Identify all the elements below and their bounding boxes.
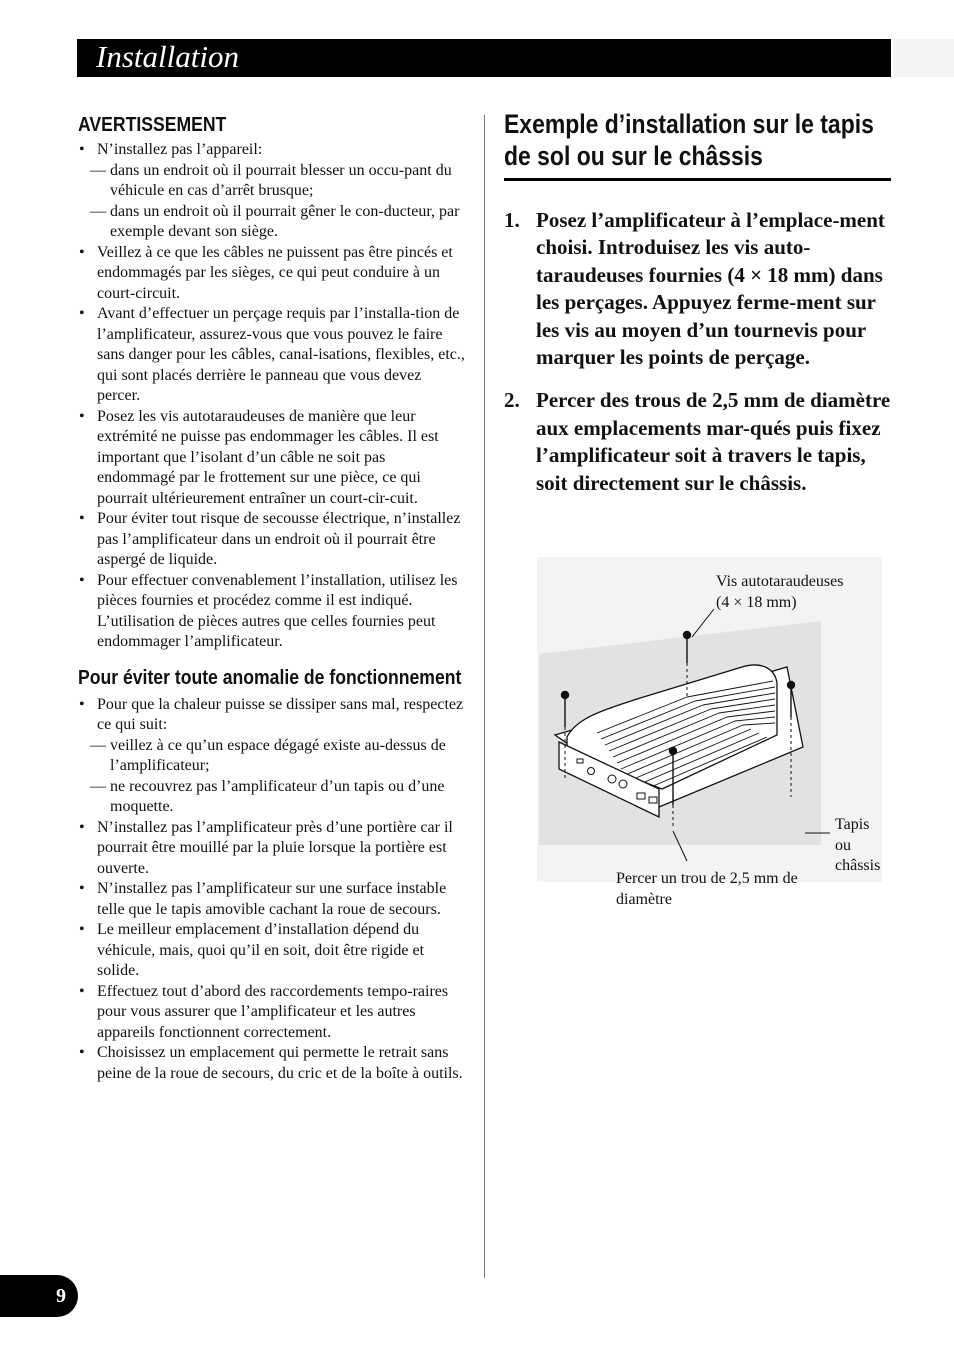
warning-item: • Pour éviter tout risque de secousse électrique, n’installez pas l’amplificateur dans un endroit où il pourrait être aspergé de liquide. — [78, 509, 466, 571]
warning-item: • Posez les vis autotaraudeuses de manière que leur extrémité ne puisse pas endommager les câbles. Il est important que l’isolant d’un câble ne soit pas endommagé par le frottement sur une pièce, ce qui pourrait ultérieurement entraîner un court-cir-cuit. — [78, 407, 466, 510]
warning-item: • Avant d’effectuer un perçage requis par l’installa-tion de l’amplificateur, assurez-vous que vous pouvez le faire sans danger pour les câbles, canal-isations, flexibles, etc., qui sont placés derrière le panneau que vous devez percer. — [78, 304, 466, 407]
step-item — [504, 207, 891, 371]
page-number: 9 — [56, 1285, 66, 1307]
heading-rule — [504, 178, 891, 181]
step-number: 2. — [504, 388, 520, 413]
warning-item — [78, 140, 466, 243]
page-title: Installation — [96, 39, 239, 74]
warning-sub-item: — dans un endroit où il pourrait gêner le con-ducteur, par exemple devant son siège. — [78, 202, 466, 243]
malfunction-item: • N’installez pas l’amplificateur sur une surface instable telle que le tapis amovible cachant la roue de secours. — [78, 879, 466, 920]
malfunction-item: • Effectuez tout d’abord des raccordements tempo-raires pour vous assurer que l’amplificateur et les autres appareils fonctionnent correctement. — [78, 982, 466, 1044]
warning-item: • Veillez à ce que les câbles ne puissent pas être pincés et endommagés par les sièges, ce qui peut conduire à un court-circuit. — [78, 243, 466, 305]
malfunction-sub-item: — ne recouvrez pas l’amplificateur d’un tapis ou d’une moquette. — [78, 777, 466, 818]
installation-figure — [537, 557, 882, 908]
drill-hole-label: Percer un trou de 2,5 mm de diamètre — [616, 870, 798, 908]
warning-item-intro: N’installez pas l’appareil: — [97, 141, 263, 158]
malfunction-item: • Choisissez un emplacement qui permette le retrait sans peine de la roue de secours, du cric et de la boîte à outils. — [78, 1043, 466, 1084]
steps-list — [504, 207, 891, 497]
malfunction-item — [78, 695, 466, 818]
installation-example-heading: Exemple d’installation sur le tapis de sol ou sur le châssis — [504, 109, 874, 171]
warning-heading: AVERTISSEMENT — [78, 114, 227, 136]
malfunction-item-intro: Pour que la chaleur puisse se dissiper sans mal, respectez ce qui suit: — [97, 695, 464, 733]
warning-sub-list — [78, 161, 466, 243]
malfunction-sub-item: — veillez à ce qu’un espace dégagé existe au-dessus de l’amplificateur; — [78, 736, 466, 777]
left-column — [78, 112, 466, 1084]
step-number: 1. — [504, 208, 520, 232]
warning-list — [78, 140, 466, 653]
malfunction-item: • N’installez pas l’amplificateur près d’une portière car il pourrait être mouillé par la pluie lorsque la portière est ouverte. — [78, 818, 466, 880]
screws-label: Vis autotaraudeuses (4 × 18 mm) — [716, 573, 844, 611]
header-bar — [77, 39, 891, 77]
malfunction-heading: Pour éviter toute anomalie de fonctionnement — [78, 666, 462, 689]
warning-sub-item: — dans un endroit où il pourrait blesser un occu-pant du véhicule en cas d’arrêt brusque; — [78, 161, 466, 202]
step-text: Percer des trous de 2,5 mm de diamètre aux emplacements mar-qués puis fixez l’amplificateur soit à travers le tapis, soit directement sur le châssis. — [536, 388, 891, 495]
malfunction-item: • Le meilleur emplacement d’installation dépend du véhicule, mais, quoi qu’il en soit, doit être rigide et solide. — [78, 920, 466, 982]
page-number-tab — [0, 1275, 78, 1317]
warning-item: • Pour effectuer convenablement l’installation, utilisez les pièces fournies et procédez comme il est indiqué. L’utilisation de pièces autres que celles fournies peut endommager l’amplificateur. — [78, 571, 466, 653]
right-column — [504, 108, 891, 513]
column-divider — [484, 115, 485, 1278]
step-item — [504, 387, 891, 497]
floor-chassis-label: Tapis ou châssis — [835, 816, 881, 874]
section-tab-mark — [894, 39, 954, 77]
step-text: Posez l’amplificateur à l’emplace-ment choisi. Introduisez les vis auto-taraudeuses fournies (4 × 18 mm) dans les perçages. Appuyez ferme-ment sur les vis au moyen d’un tournevis pour marquer les points de perçage. — [536, 208, 885, 370]
malfunction-sub-list — [78, 736, 466, 818]
malfunction-list — [78, 695, 466, 1085]
